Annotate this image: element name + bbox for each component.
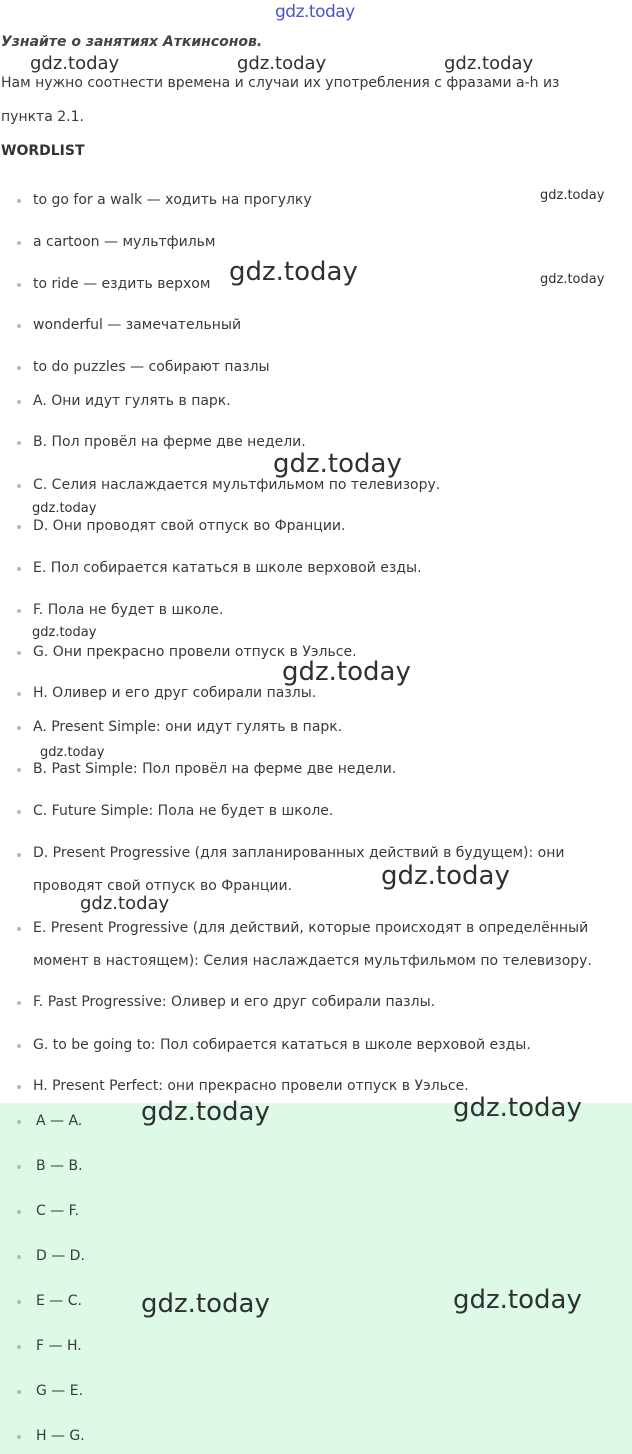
bullet [17,525,21,529]
bullet [17,1044,21,1048]
bullet [17,1085,21,1089]
list-item-text: D. Present Progressive (для запланированных действий в будущем): они [33,845,565,861]
answer-text: D — D. [36,1248,85,1264]
bullet [17,567,21,571]
watermark: gdz.today [229,257,358,287]
list-item-text: G. to be going to: Пол собирается кататься в школе верховой езды. [33,1037,531,1053]
answers-block [0,1103,632,1454]
bullet [17,1300,21,1304]
watermark: gdz.today [40,745,105,760]
bullet [17,1001,21,1005]
bullet [17,1210,21,1214]
watermark: gdz.today [444,53,534,74]
bullet [17,853,21,857]
intro-line-2: пункта 2.1. [1,109,84,125]
watermark: gdz.today [32,501,97,516]
list-item-text: A. Present Simple: они идут гулять в парк. [33,719,343,735]
bullet [17,810,21,814]
intro-line-1: Нам нужно соотнести времена и случаи их употребления с фразами a-h из [1,75,560,91]
bullet [17,441,21,445]
list-item-text: B. Пол провёл на ферме две недели. [33,434,306,450]
bullet [17,199,21,203]
bullet [17,484,21,488]
list-item-text: G. Они прекрасно провели отпуск в Уэльсе. [33,644,357,660]
answer-text: G — E. [36,1383,84,1399]
bullet [17,609,21,613]
wordlist-heading: WORDLIST [1,143,85,159]
watermark: gdz.today [273,449,402,479]
bullet [17,1435,21,1439]
watermark: gdz.today [30,53,120,74]
bullet [17,283,21,287]
list-item-text: C. Селия наслаждается мультфильмом по телевизору. [33,477,441,493]
list-item-text: D. Они проводят свой отпуск во Франции. [33,518,346,534]
answer-text: F — H. [36,1338,82,1354]
bullet [17,927,21,931]
task-title: Узнайте о занятиях Аткинсонов. [1,34,263,50]
bullet [17,651,21,655]
answer-text: E — C. [36,1293,82,1309]
list-item-text: H. Present Perfect: они прекрасно провели отпуск в Уэльсе. [33,1078,469,1094]
list-item-text: E. Пол собирается кататься в школе верховой езды. [33,560,422,576]
list-item-text: E. Present Progressive (для действий, которые происходят в определённый [33,920,589,936]
list-item-text: wonderful — замечательный [33,317,242,333]
watermark: gdz.today [141,1097,270,1127]
watermark: gdz.today [237,53,327,74]
watermark: gdz.today [453,1093,582,1123]
list-item-text: to ride — ездить верхом [33,276,211,292]
list-item-text: C. Future Simple: Пола не будет в школе. [33,803,334,819]
bullet [17,400,21,404]
watermark: gdz.today [141,1289,270,1319]
bullet [17,726,21,730]
bullet [17,1255,21,1259]
watermark: gdz.today [453,1285,582,1315]
answer-text: A — A. [36,1113,83,1129]
bullet [17,1165,21,1169]
list-item-text-continued: проводят свой отпуск во Франции. [33,878,293,894]
list-item-text: H. Оливер и его друг собирали пазлы. [33,685,317,701]
bullet [17,1120,21,1124]
watermark: gdz.today [540,272,605,287]
watermark: gdz.today [80,893,170,914]
watermark: gdz.today [381,861,510,891]
bullet [17,324,21,328]
list-item-text-continued: момент в настоящем): Селия наслаждается мультфильмом по телевизору. [33,953,592,969]
watermark: gdz.today [32,625,97,640]
bullet [17,1390,21,1394]
site-logo[interactable]: gdz.today [275,2,355,22]
list-item-text: a cartoon — мультфильм [33,234,216,250]
list-item-text: to go for a walk — ходить на прогулку [33,192,312,208]
list-item-text: F. Past Progressive: Оливер и его друг собирали пазлы. [33,994,436,1010]
list-item-text: F. Пола не будет в школе. [33,602,224,618]
answer-text: B — B. [36,1158,83,1174]
list-item-text: A. Они идут гулять в парк. [33,393,231,409]
watermark: gdz.today [540,188,605,203]
answer-text: H — G. [36,1428,85,1444]
list-item-text: B. Past Simple: Пол провёл на ферме две недели. [33,761,397,777]
bullet [17,1345,21,1349]
watermark: gdz.today [282,657,411,687]
bullet [17,692,21,696]
bullet [17,241,21,245]
answer-text: C — F. [36,1203,79,1219]
bullet [17,366,21,370]
list-item-text: to do puzzles — собирают пазлы [33,359,270,375]
bullet [17,768,21,772]
